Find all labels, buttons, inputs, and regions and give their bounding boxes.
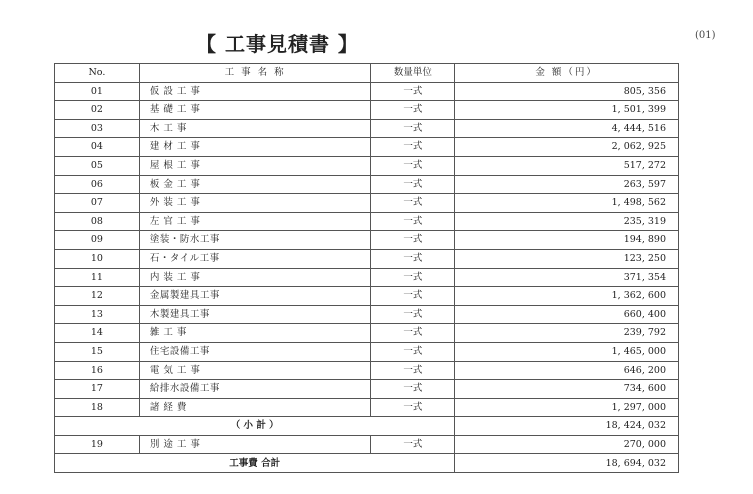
- row-unit: 一式: [371, 156, 455, 175]
- row-unit: 一式: [371, 101, 455, 120]
- row-no: 13: [55, 305, 140, 324]
- row-unit: 一式: [371, 305, 455, 324]
- document-title: 【 工事見積書 】: [196, 32, 359, 56]
- row-no: 06: [55, 175, 140, 194]
- row-unit: 一式: [371, 82, 455, 101]
- row-name: 建 材 工 事: [139, 138, 371, 157]
- subtotal-amount: 18, 424, 032: [455, 417, 679, 436]
- row-amount: 123, 250: [455, 249, 679, 268]
- row-name: 雑 工 事: [139, 324, 371, 343]
- row-unit: 一式: [371, 119, 455, 138]
- row-name: 基 礎 工 事: [139, 101, 371, 120]
- table-body: [55, 82, 679, 417]
- row-amount: 1, 362, 600: [455, 287, 679, 306]
- table-row: [55, 305, 679, 324]
- row-name: 外 装 工 事: [139, 194, 371, 213]
- row-no: 15: [55, 342, 140, 361]
- row-no: 19: [55, 435, 140, 454]
- row-unit: 一式: [371, 138, 455, 157]
- row-name: 石・タイル工事: [139, 249, 371, 268]
- table-row: [55, 175, 679, 194]
- extra-row: [55, 435, 679, 454]
- row-amount: 517, 272: [455, 156, 679, 175]
- table-row: [55, 138, 679, 157]
- table-row: [55, 194, 679, 213]
- row-name: 板 金 工 事: [139, 175, 371, 194]
- row-unit: 一式: [371, 212, 455, 231]
- row-unit: 一式: [371, 231, 455, 250]
- row-amount: 1, 297, 000: [455, 398, 679, 417]
- row-no: 16: [55, 361, 140, 380]
- row-no: 11: [55, 268, 140, 287]
- row-unit: 一式: [371, 249, 455, 268]
- row-amount: 4, 444, 516: [455, 119, 679, 138]
- page-number: (01): [695, 30, 716, 41]
- row-amount: 239, 792: [455, 324, 679, 343]
- row-amount: 371, 354: [455, 268, 679, 287]
- row-no: 04: [55, 138, 140, 157]
- row-name: 木 工 事: [139, 119, 371, 138]
- row-name: 仮 設 工 事: [139, 82, 371, 101]
- row-no: 03: [55, 119, 140, 138]
- row-name: 金属製建具工事: [139, 287, 371, 306]
- row-name: 屋 根 工 事: [139, 156, 371, 175]
- row-name: 内 装 工 事: [139, 268, 371, 287]
- table-row: [55, 156, 679, 175]
- row-unit: 一式: [371, 268, 455, 287]
- row-unit: 一式: [371, 324, 455, 343]
- row-unit: 一式: [371, 194, 455, 213]
- table-row: [55, 249, 679, 268]
- header-unit: 数量単位: [371, 64, 455, 83]
- row-amount: 235, 319: [455, 212, 679, 231]
- subtotal-row: [55, 417, 679, 436]
- table-row: [55, 82, 679, 101]
- row-name: 木製建具工事: [139, 305, 371, 324]
- table-row: [55, 380, 679, 399]
- row-amount: 646, 200: [455, 361, 679, 380]
- row-amount: 734, 600: [455, 380, 679, 399]
- table-row: [55, 361, 679, 380]
- header-no: No.: [55, 64, 140, 83]
- row-unit: 一式: [371, 380, 455, 399]
- row-amount: 1, 501, 399: [455, 101, 679, 120]
- row-no: 08: [55, 212, 140, 231]
- row-name: 住宅設備工事: [139, 342, 371, 361]
- row-amount: 1, 465, 000: [455, 342, 679, 361]
- row-no: 09: [55, 231, 140, 250]
- total-row: [55, 454, 679, 473]
- row-no: 18: [55, 398, 140, 417]
- row-no: 14: [55, 324, 140, 343]
- table-row: [55, 398, 679, 417]
- row-no: 07: [55, 194, 140, 213]
- row-name: 給排水設備工事: [139, 380, 371, 399]
- header-name: 工 事 名 称: [139, 64, 371, 83]
- row-unit: 一式: [371, 361, 455, 380]
- row-name: 塗装・防水工事: [139, 231, 371, 250]
- table-row: [55, 268, 679, 287]
- row-name: 左 官 工 事: [139, 212, 371, 231]
- row-no: 17: [55, 380, 140, 399]
- row-no: 01: [55, 82, 140, 101]
- row-amount: 805, 356: [455, 82, 679, 101]
- total-amount: 18, 694, 032: [455, 454, 679, 473]
- table-header-row: [55, 64, 679, 83]
- row-no: 02: [55, 101, 140, 120]
- row-unit: 一式: [371, 435, 455, 454]
- table-row: [55, 231, 679, 250]
- table-row: [55, 342, 679, 361]
- row-no: 10: [55, 249, 140, 268]
- row-amount: 194, 890: [455, 231, 679, 250]
- row-unit: 一式: [371, 398, 455, 417]
- estimate-table: [54, 63, 679, 473]
- table-row: [55, 287, 679, 306]
- row-amount: 263, 597: [455, 175, 679, 194]
- row-unit: 一式: [371, 175, 455, 194]
- row-name: 別 途 工 事: [139, 435, 371, 454]
- row-unit: 一式: [371, 342, 455, 361]
- table-row: [55, 101, 679, 120]
- total-label: 工事費 合計: [55, 454, 455, 473]
- row-amount: 2, 062, 925: [455, 138, 679, 157]
- row-amount: 270, 000: [455, 435, 679, 454]
- table-row: [55, 119, 679, 138]
- row-unit: 一式: [371, 287, 455, 306]
- row-name: 諸 経 費: [139, 398, 371, 417]
- row-no: 05: [55, 156, 140, 175]
- row-name: 電 気 工 事: [139, 361, 371, 380]
- row-amount: 1, 498, 562: [455, 194, 679, 213]
- row-no: 12: [55, 287, 140, 306]
- header-amount: 金 額（円）: [455, 64, 679, 83]
- subtotal-label: （ 小 計 ）: [55, 417, 455, 436]
- row-amount: 660, 400: [455, 305, 679, 324]
- table-row: [55, 324, 679, 343]
- table-row: [55, 212, 679, 231]
